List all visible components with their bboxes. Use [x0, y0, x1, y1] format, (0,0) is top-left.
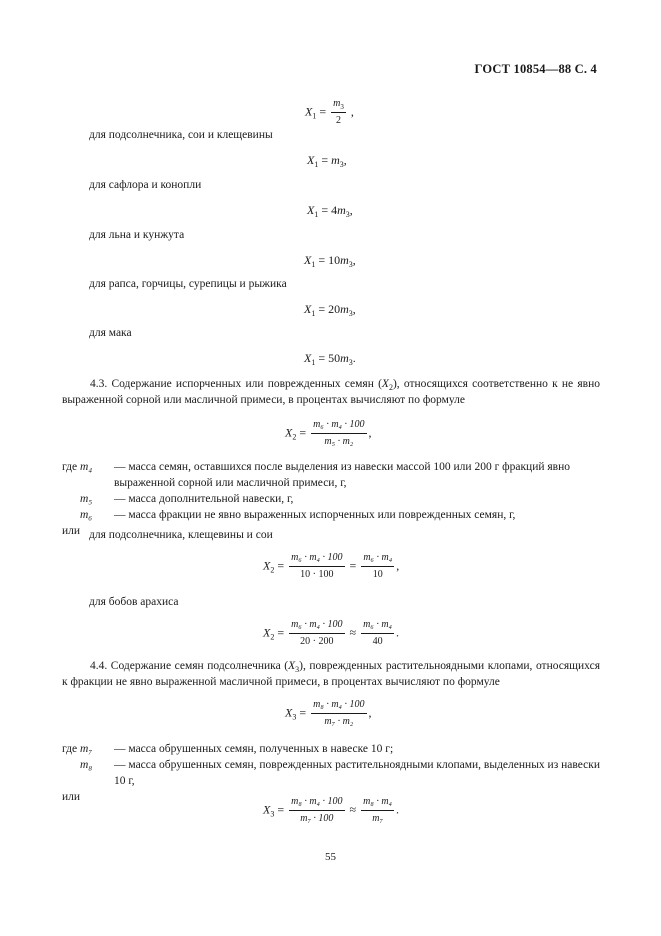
where-block-4-4: где m₇ — масса обрушенных семян, полученных в навеске 10 г; m₈ — масса обрушенных семян, поврежденных растительноядными клопами, выделенных из навески 10 г, или [62, 743, 600, 803]
formula-x1-sunflower: $X_1 = m_3$, [307, 153, 347, 169]
label-safflower-hemp: для сафлора и конопли [89, 179, 202, 191]
formula-x3-simplified: $X_3$ = $\frac{\text{m₈ · m₄ · 100}}{\text{m₇ · 100}}$ ≈ $\frac{\text{m₈ · m₄}}{\text{m₇}}$ . [263, 796, 400, 824]
formula-x1-flax: $X_1 = 10m_3$, [304, 253, 356, 269]
formula-x1-safflower: $X_1 = 4m_3$, [307, 203, 353, 219]
section-4-4-text: 4.4. Содержание семян подсолнечника $(X_3)$, поврежденных растительноядными клопами, относящихся к фракции не явно выраженной масличной примеси, в процентах вычисляют по формуле [62, 660, 600, 688]
formula-x2-sunflower: $X_2$ = $\frac{\text{m₆ · m₄ · 100}}{10 \cdot 100}$ = $\frac{\text{m₆ · m₄}}{10}$ , [263, 552, 400, 580]
section-4-3-text: 4.3. Содержание испорченных или поврежденных семян $(X_2)$, относящихся соответственно к не явно выраженной сорной или масличной примеси, в процентах вычисляют по формуле [62, 378, 600, 406]
formula-x1-base: $X_1$ = $\frac{m_3}{2}$ , [305, 98, 354, 126]
label-flax-sesame: для льна и кунжута [89, 229, 185, 241]
formula-x3-general: $X_3$ = $\frac{\text{m₈ · m₄ · 100}}{\text{m₇ · m₂}}$ , [285, 699, 372, 727]
label-rapeseed-mustard: для рапса, горчицы, сурепицы и рыжика [89, 278, 287, 290]
page-header: ГОСТ 10854—88 С. 4 [474, 62, 597, 76]
label-sunflower-castor-soy: для подсолнечника, клещевины и сои [89, 529, 273, 541]
formula-x2-general: $X_2$ = $\frac{\text{m₆ · m₄ · 100}}{\text{m₅ · m₂}}$ , [285, 419, 372, 447]
page-number: 55 [325, 851, 336, 863]
formula-x1-poppy: $X_1 = 50m_3$. [304, 351, 356, 367]
label-peanut: для бобов арахиса [89, 596, 179, 608]
formula-x1-rapeseed: $X_1 = 20m_3$, [304, 302, 356, 318]
formula-x2-peanut: $X_2$ = $\frac{\text{m₆ · m₄ · 100}}{20 \cdot 200}$ ≈ $\frac{\text{m₆ · m₄}}{40}$ . [263, 619, 400, 647]
label-poppy: для мака [89, 327, 132, 339]
label-sunflower-soy-castor: для подсолнечника, сои и клещевины [89, 129, 273, 141]
where-lead: где m₄ [62, 461, 93, 473]
where-block-4-3: где m₄ — масса семян, оставшихся после выделения из навески массой 100 или 200 г фракций явно выраженной сорной или масличной примеси, г, m₅ — масса дополнительной навески, г, m₆ — масса фракции не явно выраженных испорченных или поврежденных семян, г, или [62, 461, 571, 537]
